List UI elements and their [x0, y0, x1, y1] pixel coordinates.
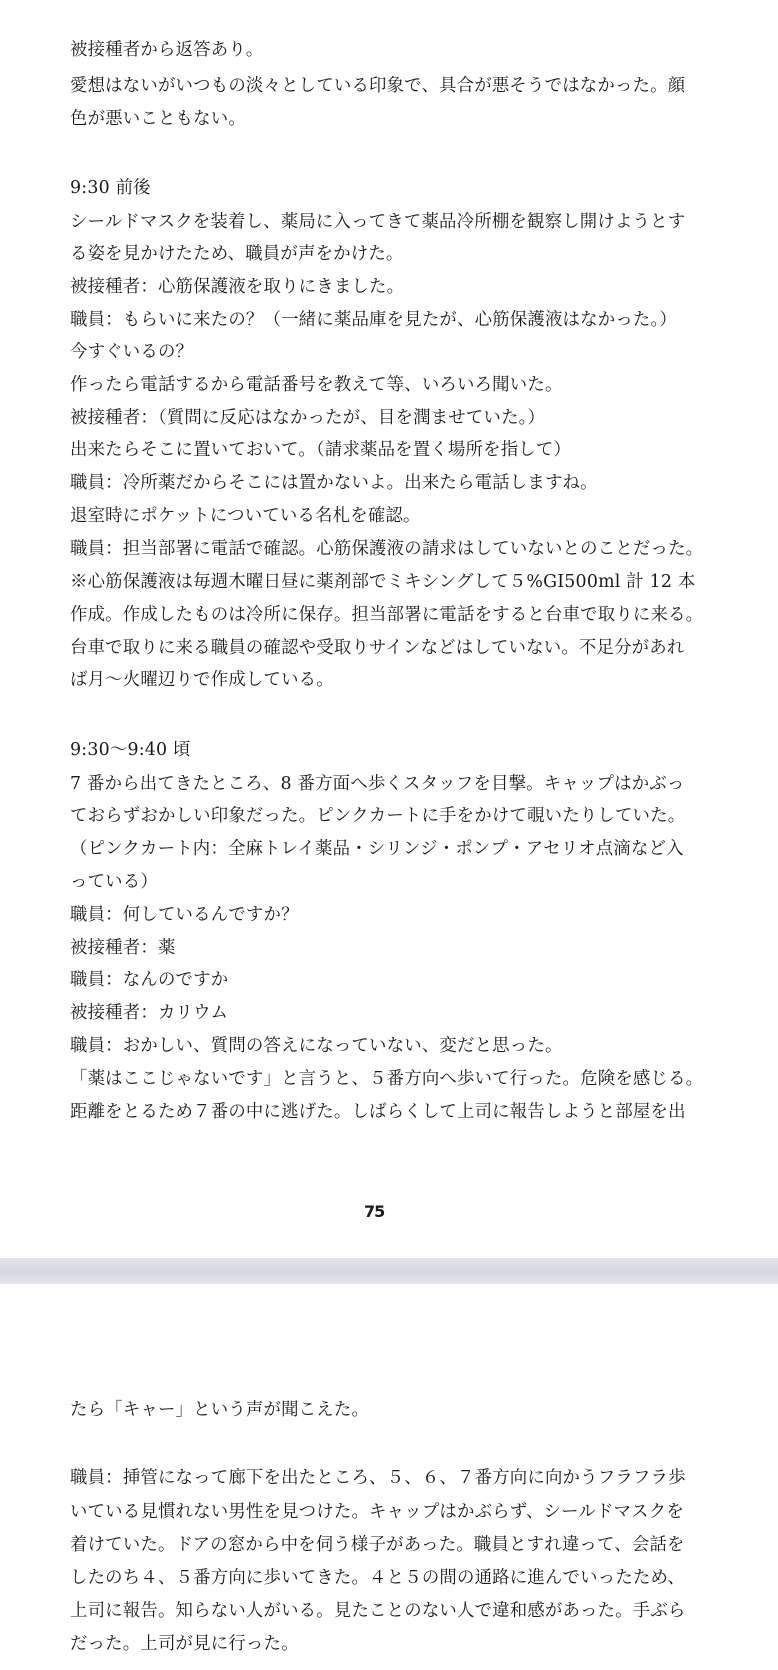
text-line: 上司に報告。知らない人がいる。見たことのない人で違和感があった。手ぶら: [70, 1601, 686, 1621]
text-line: 被接種者：心筋保護液を取りにきました。: [70, 277, 405, 297]
text-line: 作成。作成したものは冷所に保存。担当部署に電話をすると台車で取りに来る。: [70, 605, 704, 625]
page-separator: [0, 1258, 778, 1284]
text-line: 色が悪いこともない。: [70, 109, 246, 129]
text-line: 被接種者：カリウム: [70, 1003, 229, 1023]
text-line: 職員：挿管になって廊下を出たところ、５、６、７番方向に向かうフラフラ歩: [70, 1468, 686, 1488]
text-line: ば月～火曜辺りで作成している。: [70, 670, 334, 690]
text-line: （ピンクカート内：全麻トレイ薬品・シリンジ・ポンプ・アセリオ点滴など入: [70, 839, 684, 859]
text-line: だった。上司が見に行った。: [70, 1634, 299, 1654]
text-line: っている）: [70, 872, 158, 892]
text-line: 被接種者：薬: [70, 938, 176, 958]
text-line: 職員：冷所薬だからそこには置かないよ。出来たら電話しますね。: [70, 473, 598, 493]
text-line: 9:30～9:40 頃: [70, 740, 191, 760]
text-line: 愛想はないがいつもの淡々としている印象で、具合が悪そうではなかった。顔: [70, 76, 686, 96]
text-line: たら「キャー」という声が聞こえた。: [70, 1400, 370, 1420]
document-page-2: [0, 1284, 778, 1670]
text-line: 出来たらそこに置いておいて。（請求薬品を置く場所を指して）: [70, 440, 572, 460]
text-line: 距離をとるため７番の中に逃げた。しばらくして上司に報告しようと部屋を出: [70, 1102, 686, 1122]
page-number: 75: [364, 1202, 385, 1221]
text-line: ておらずおかしい印象だった。ピンクカートに手をかけて覗いたりしていた。: [70, 806, 686, 826]
text-line: 「薬はここじゃないです」と言うと、５番方向へ歩いて行った。危険を感じる。: [70, 1069, 704, 1089]
text-line: したのち４、５番方向に歩いてきた。４と５の間の通路に進んでいったため、: [70, 1568, 685, 1588]
text-line: 職員：もらいに来たの？（一緒に薬品庫を見たが、心筋保護液はなかった。）: [70, 310, 677, 330]
text-line: 退室時にポケットについている名札を確認。: [70, 506, 421, 526]
text-line: る姿を見かけたため、職員が声をかけた。: [70, 244, 404, 264]
text-line: ※心筋保護液は毎週木曜日昼に薬剤部でミキシングして５%GI500ml 計 12 本: [70, 572, 696, 592]
text-line: 職員：なんのですか: [70, 970, 229, 990]
text-line: 7 番から出てきたところ、8 番方面へ歩くスタッフを目撃。キャップはかぶっ: [70, 774, 685, 794]
text-line: 台車で取りに来る職員の確認や受取りサインなどはしていない。不足分があれ: [70, 638, 685, 658]
text-line: 着けていた。ドアの窓から中を伺う様子があった。職員とすれ違って、会話を: [70, 1535, 685, 1555]
text-line: 今すぐいるの？: [70, 342, 194, 362]
text-line: 9:30 前後: [70, 178, 151, 198]
text-line: 職員：おかしい、質問の答えになっていない、変だと思った。: [70, 1036, 563, 1056]
text-line: 被接種者：（質問に反応はなかったが、目を潤ませていた。）: [70, 408, 546, 428]
text-line: 職員：何しているんですか？: [70, 905, 299, 925]
text-line: いている見慣れない男性を見つけた。キャップはかぶらず、シールドマスクを: [70, 1502, 684, 1522]
text-line: シールドマスクを装着し、薬局に入ってきて薬品冷所棚を観察し開けようとす: [70, 212, 686, 232]
text-line: 職員：担当部署に電話で確認。心筋保護液の請求はしていないとのことだった。: [70, 539, 704, 559]
text-line: 作ったら電話するから電話番号を教えて等、いろいろ聞いた。: [70, 375, 563, 395]
text-line: 被接種者から返答あり。: [70, 40, 264, 60]
